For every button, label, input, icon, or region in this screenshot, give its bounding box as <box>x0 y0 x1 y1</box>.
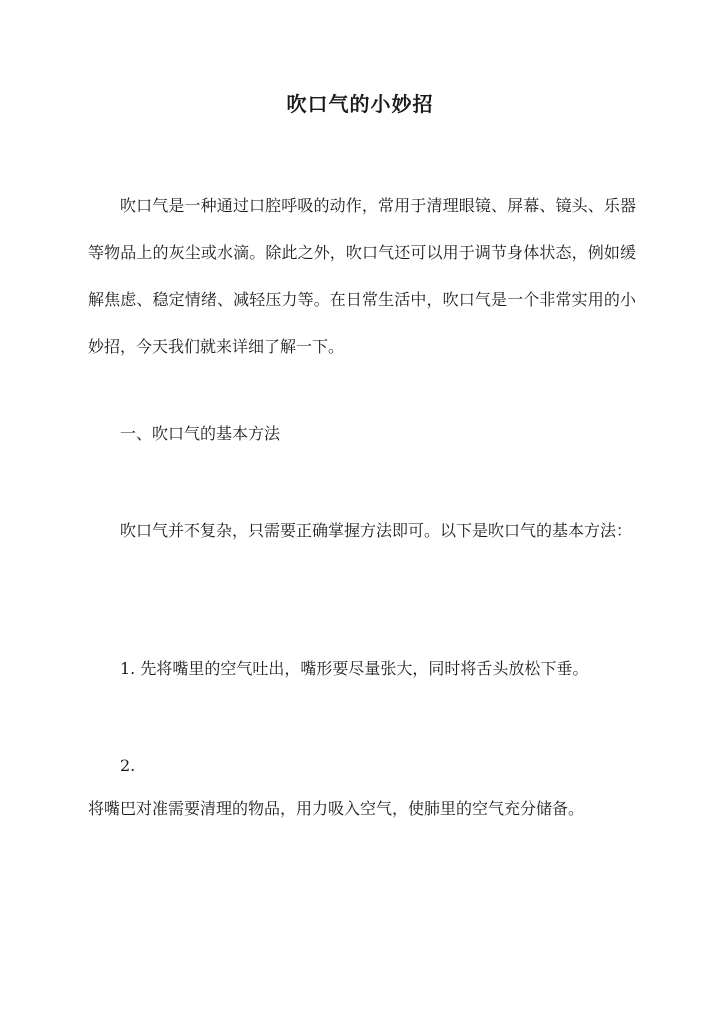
intro-paragraph: 吹口气是一种通过口腔呼吸的动作，常用于清理眼镜、屏幕、镜头、乐器等物品上的灰尘或水滴。除此之外，吹口气还可以用于调节身体状态，例如缓解焦虑、稳定情绪、减轻压力等。在日常生活中，吹口气是一个非常实用的小妙招，今天我们就来详细了解一下。 <box>88 196 636 356</box>
section-intro-paragraph: 吹口气并不复杂，只需要正确掌握方法即可。以下是吹口气的基本方法： <box>120 521 633 540</box>
step-2-number: 2. <box>120 756 136 775</box>
step-2-text: 将嘴巴对准需要清理的物品，用力吸入空气，使肺里的空气充分储备。 <box>88 799 585 818</box>
section-heading: 一、吹口气的基本方法 <box>120 424 281 443</box>
step-1: 1. 先将嘴里的空气吐出，嘴形要尽量张大，同时将舌头放松下垂。 <box>120 659 589 678</box>
document-title: 吹口气的小妙招 <box>286 92 434 116</box>
